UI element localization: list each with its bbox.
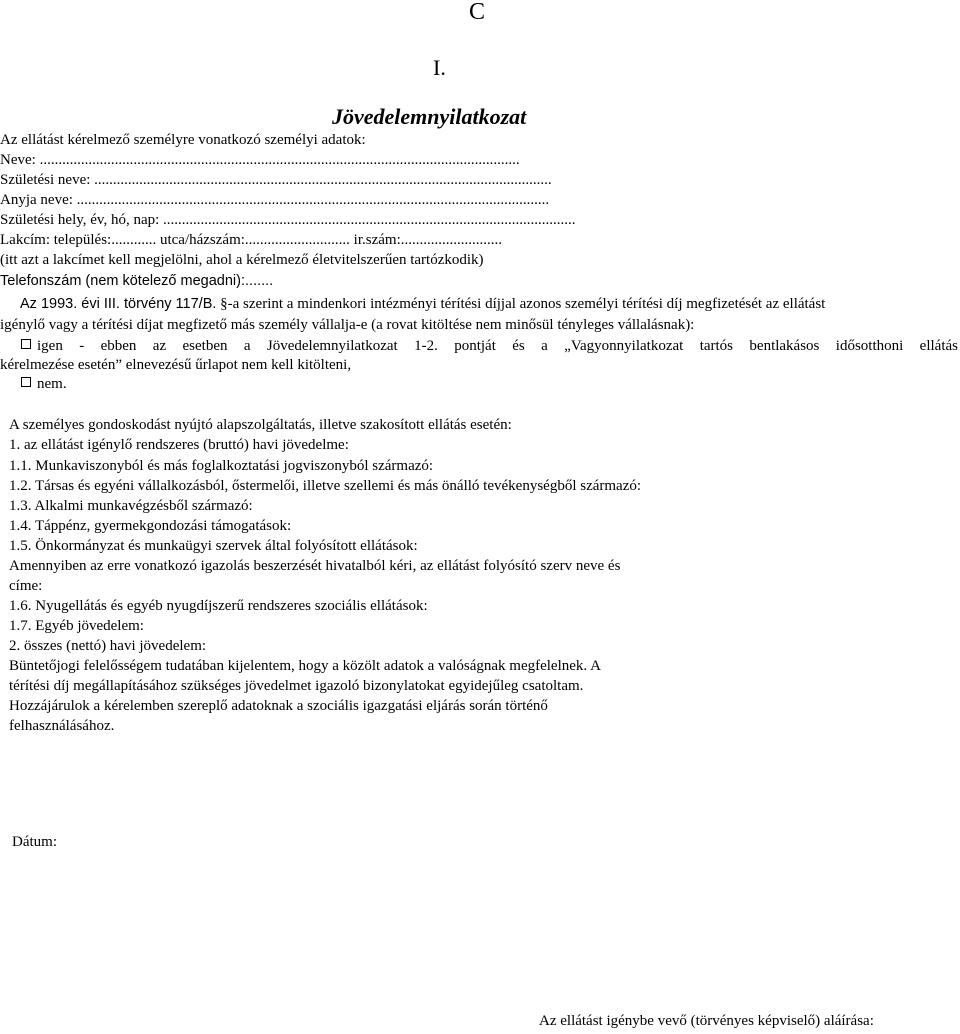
document-title: Jövedelemnyilatkozat [332,104,527,129]
declaration-line2: térítési díj megállapításához szükséges jövedelmet igazoló bizonylatokat egyidejűleg csatoltam. [9,678,584,694]
option-yes-continued: kérelmezése esetén” elnevezésű űrlapot nem kell kitölteni, [0,357,352,373]
corner-letter: C [469,0,486,25]
income-item-1-5-address: címe: [9,578,43,594]
address-note: (itt azt a lakcímet kell megjelölni, ahol a kérelmező életvitelszerűen tartózkodik) [0,252,484,268]
option-yes-label: igen - ebben az esetben a Jövedelemnyilatkozat 1-2. pontját és a „Vagyonnyilatkozat tartós bentlakásos idősotthoni ellátás [37,338,958,354]
income-item-1: 1. az ellátást igénylő rendszeres (bruttó) havi jövedelme: [9,437,349,453]
law-text-line1: §-a szerint a mindenkori intézményi térítési díjjal azonos személyi térítési díj megfizetését az ellátást [220,296,826,312]
law-paragraph-line2: igénylő vagy a térítési díjat megfizető más személy vállalja-e (a rovat kitöltése nem minősül tényleges vállalásnak): [0,317,695,333]
declaration-line4: felhasználásához. [9,718,115,734]
section-number: I. [433,55,446,80]
law-reference: Az 1993. évi III. törvény 117/B. [20,296,217,312]
income-item-1-7: 1.7. Egyéb jövedelem: [9,618,144,634]
income-item-1-6: 1.6. Nyugellátás és egyéb nyugdíjszerű rendszeres szociális ellátások: [9,598,428,614]
mother-name-field: Anyja neve: .............................................................................................................................. [0,192,550,208]
date-label: Dátum: [12,834,57,850]
income-item-1-2: 1.2. Társas és egyéni vállalkozásból, őstermelői, illetve szellemi és más önálló tevékenységből származó: [9,478,642,494]
address-field: Lakcím: település:............ utca/házszám:............................ ir.szám:........................... [0,232,502,248]
personal-data-heading: Az ellátást kérelmező személyre vonatkozó személyi adatok: [0,132,366,148]
checkbox-yes[interactable] [21,339,31,349]
option-no [0,376,67,393]
option-yes [0,338,958,355]
income-item-1-5-note: Amennyiben az erre vonatkozó igazolás beszerzését hivatalból kéri, az ellátást folyósító szerv neve és [9,558,621,574]
income-item-1-4: 1.4. Táppénz, gyermekgondozási támogatások: [9,518,292,534]
name-field: Neve: ................................................................................................................................ [0,152,520,168]
signature-label: Az ellátást igénybe vevő (törvényes képviselő) aláírása: [539,1013,874,1029]
declaration-line1: Büntetőjogi felelősségem tudatában kijelentem, hogy a közölt adatok a valóságnak megfelelnek. A [9,658,601,674]
declaration-line3: Hozzájárulok a kérelemben szereplő adatoknak a szociális igazgatási eljárás során történő [9,698,548,714]
income-intro: A személyes gondoskodást nyújtó alapszolgáltatás, illetve szakosított ellátás esetén: [9,417,512,433]
law-paragraph-line1 [0,296,958,313]
option-no-label: nem. [37,376,67,392]
income-item-1-1: 1.1. Munkaviszonyból és más foglalkoztatási jogviszonyból származó: [9,458,434,474]
income-item-1-3: 1.3. Alkalmi munkavégzésből származó: [9,498,253,514]
birth-name-field: Születési neve: .......................................................................................................................... [0,172,552,188]
checkbox-no[interactable] [21,377,31,387]
birth-place-date-field: Születési hely, év, hó, nap: .............................................................................................................. [0,212,576,228]
income-item-2: 2. összes (nettó) havi jövedelem: [9,638,207,654]
phone-field: Telefonszám (nem kötelező megadni):....... [0,273,274,289]
income-item-1-5: 1.5. Önkormányzat és munkaügyi szervek által folyósított ellátások: [9,538,418,554]
